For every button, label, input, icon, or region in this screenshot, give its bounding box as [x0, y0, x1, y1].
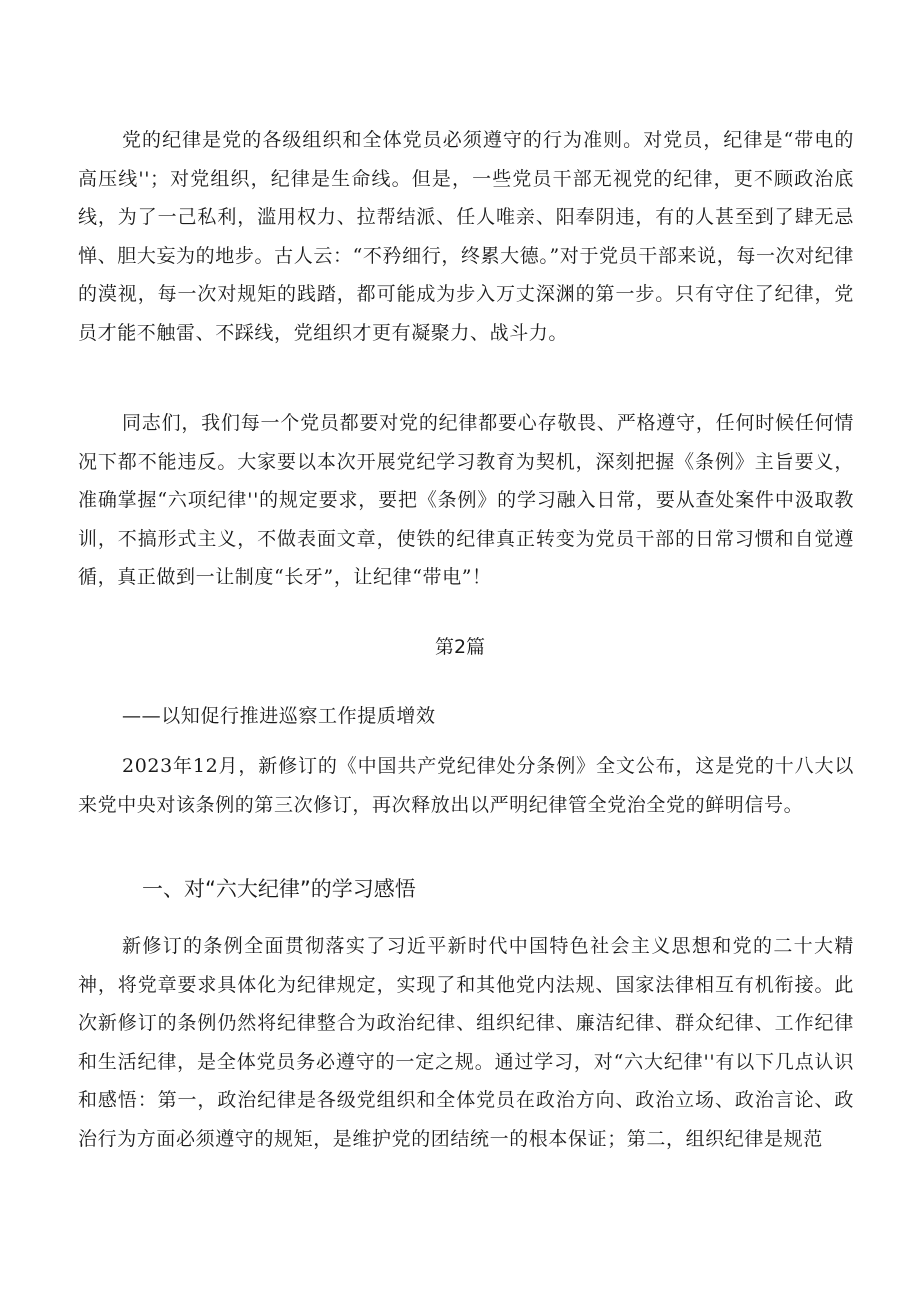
section-heading: 一、对“六大纪律”的学习感悟 [142, 877, 416, 901]
paragraph-comrades-call: 同志们，我们每一个党员都要对党的纪律都要心存敬畏、严格遵守，任何时候任何情况下都不能违反。大家要以本次开展党纪学习教育为契机，深刻把握《条例》主旨要义，准确掌握“六项纪律''的规定要求，要把《条例》的学习融入日常，要从查处案件中汲取教训，不搞形式主义，不做表面文章，使铁的纪律真正转变为党员干部的日常习惯和自觉遵循，真正做到一让制度“长牙”，让纪律“带电”！ [78, 412, 854, 589]
paragraph-six-disciplines: 新修订的条例全面贯彻落实了习近平新时代中国特色社会主义思想和党的二十大精神，将党章要求具体化为纪律规定，实现了和其他党内法规、国家法律相互有机衔接。此次新修订的条例仍然将纪律整合为政治纪律、组织纪律、廉洁纪律、群众纪律、工作纪律和生活纪律，是全体党员务必遵守的一定之规。通过学习，对“六大纪律''有以下几点认识和感悟：第一，政治纪律是各级党组织和全体党员在政治方向、政治立场、政治言论、政治行为方面必须遵守的规矩，是维护党的团结统一的根本保证；第二，组织纪律是规范 [78, 935, 854, 1150]
part-title: 第2篇 [434, 636, 486, 658]
article-subtitle: ——以知促行推进巡察工作提质增效 [122, 705, 436, 727]
paragraph-discipline-intro: 党的纪律是党的各级组织和全体党员必须遵守的行为准则。对党员，纪律是“带电的高压线''；对党组织，纪律是生命线。但是，一些党员干部无视党的纪律，更不顾政治底线，为了一己私利，滥用权力、拉帮结派、任人唯亲、阳奉阴违，有的人甚至到了肆无忌惮、胆大妄为的地步。古人云：“不矜细行，终累大德。”对于党员干部来说，每一次对纪律的漠视，每一次对规矩的践踏，都可能成为步入万丈深渊的第一步。只有守住了纪律，党员才能不触雷、不踩线，党组织才更有凝聚力、战斗力。 [78, 129, 854, 344]
paragraph-regulation-release: 2023年12月，新修订的《中国共产党纪律处分条例》全文公布，这是党的十八大以来党中央对该条例的第三次修订，再次释放出以严明纪律管全党治全党的鲜明信号。 [78, 755, 854, 816]
